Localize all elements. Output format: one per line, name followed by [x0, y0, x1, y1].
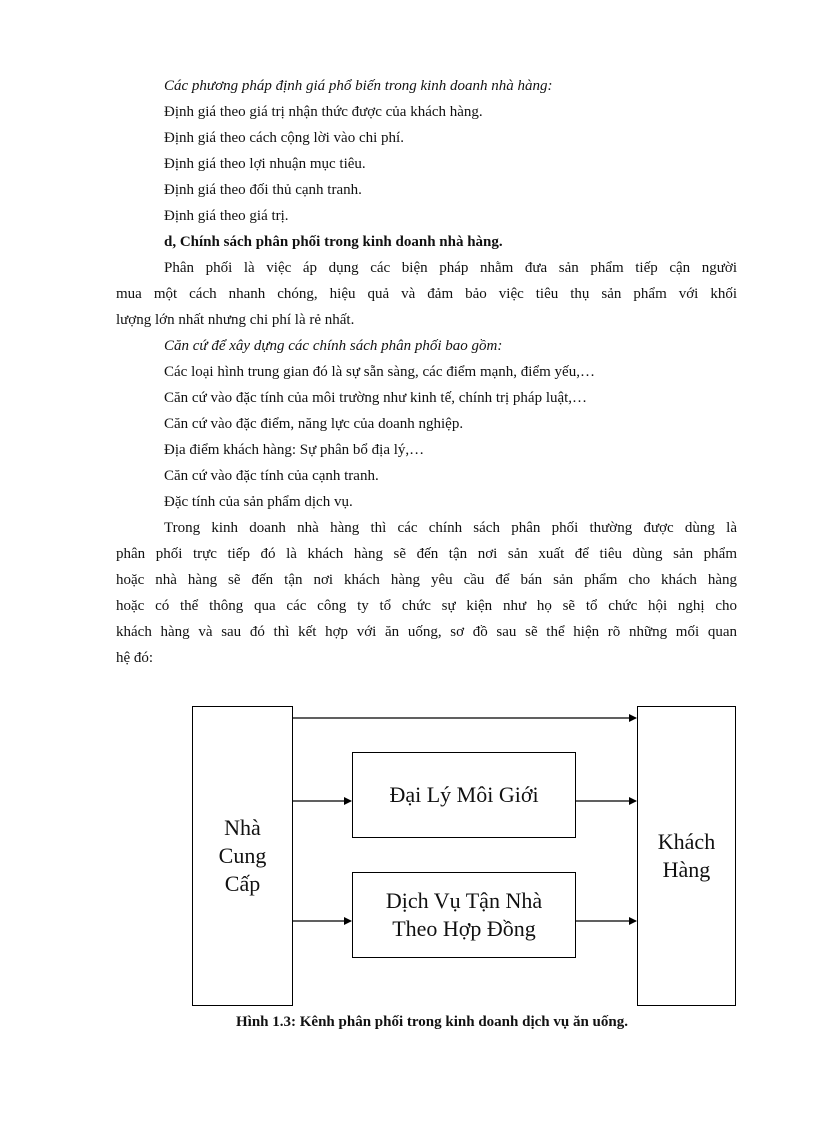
paragraph-line: phân phối trực tiếp đó là khách hàng sẽ đến tận nơi sản xuất để tiêu dùng sản phẩm — [116, 546, 737, 562]
pricing-item: Định giá theo đối thủ cạnh tranh. — [164, 182, 362, 198]
paragraph-line: Phân phối là việc áp dụng các biện pháp nhằm đưa sản phẩm tiếp cận người — [164, 260, 737, 276]
paragraph-line: khách hàng và sau đó thì kết hợp với ăn uống, sơ đồ sau sẽ thể hiện rõ những mối quan — [116, 624, 737, 640]
pricing-heading: Các phương pháp định giá phổ biến trong kinh doanh nhà hàng: — [164, 78, 553, 94]
supplier-label-line: Cấp — [224, 871, 261, 896]
section-heading: d, Chính sách phân phối trong kinh doanh nhà hàng. — [164, 234, 503, 250]
customer-label-line: Khách — [657, 829, 716, 854]
supplier-label-line: Nhà — [224, 815, 261, 840]
paragraph-line: mua một cách nhanh chóng, hiệu quả và đảm bảo việc tiêu thụ sản phẩm với khối — [116, 286, 737, 302]
figure-caption: Hình 1.3: Kênh phân phối trong kinh doanh dịch vụ ăn uống. — [236, 1014, 628, 1030]
customer-label-line: Hàng — [662, 857, 711, 882]
basis-item: Căn cứ vào đặc tính của môi trường như kinh tế, chính trị pháp luật,… — [164, 390, 588, 406]
pricing-item: Định giá theo cách cộng lời vào chi phí. — [164, 130, 404, 146]
agent-label: Đại Lý Môi Giới — [389, 782, 539, 807]
paragraph-line: hoặc có thể thông qua các công ty tổ chức sự kiện như họ sẽ tổ chức hội nghị cho — [116, 598, 737, 614]
basis-item: Các loại hình trung gian đó là sự sẵn sàng, các điểm mạnh, điểm yếu,… — [164, 364, 595, 380]
paragraph-line: hệ đó: — [116, 650, 154, 666]
paragraph-line: hoặc nhà hàng sẽ đến tận nơi khách hàng yêu cầu để bán sản phẩm cho khách hàng — [116, 572, 737, 588]
supplier-label-line: Cung — [218, 843, 267, 868]
basis-item: Đặc tính của sản phẩm dịch vụ. — [164, 494, 353, 510]
pricing-item: Định giá theo giá trị nhận thức được của khách hàng. — [164, 104, 483, 120]
basis-item: Căn cứ vào đặc tính của cạnh tranh. — [164, 468, 379, 484]
home-service-label-line: Theo Hợp Đồng — [392, 916, 536, 941]
basis-item: Căn cứ vào đặc điểm, năng lực của doanh nghiệp. — [164, 416, 464, 432]
basis-item: Địa điểm khách hàng: Sự phân bổ địa lý,… — [164, 442, 425, 458]
paragraph-line: lượng lớn nhất nhưng chi phí là rẻ nhất. — [116, 312, 355, 328]
home-service-label-line: Dịch Vụ Tận Nhà — [385, 888, 543, 913]
pricing-item: Định giá theo lợi nhuận mục tiêu. — [164, 156, 366, 172]
paragraph-line: Trong kinh doanh nhà hàng thì các chính sách phân phối thường được dùng là — [164, 520, 737, 536]
basis-heading: Căn cứ để xây dựng các chính sách phân phối bao gồm: — [164, 338, 503, 354]
pricing-item: Định giá theo giá trị. — [164, 208, 289, 224]
